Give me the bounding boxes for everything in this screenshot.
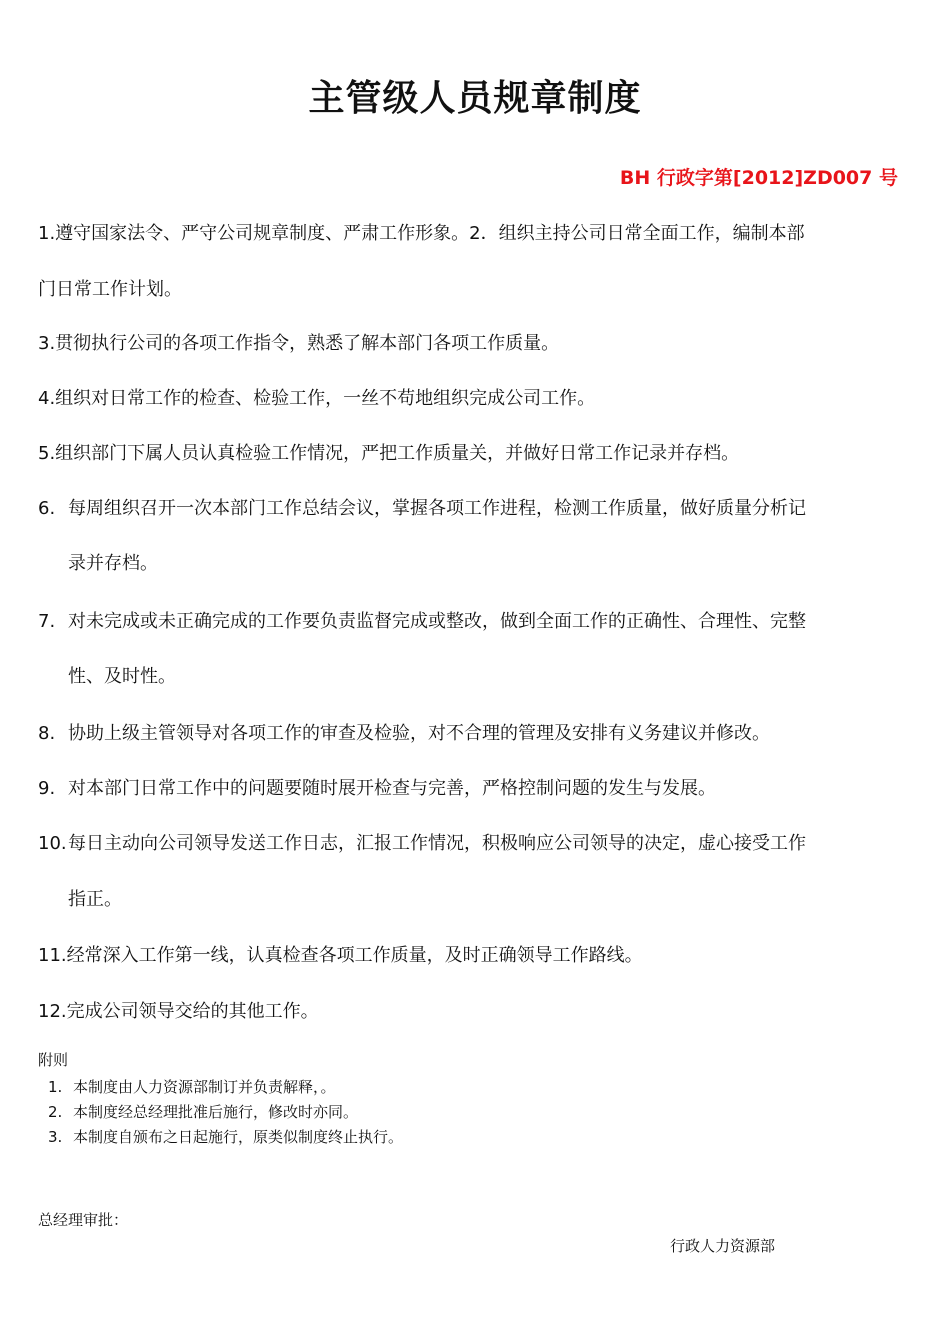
annex-item-text: 本制度自颁布之日起施行，原类似制度终止执行。 [73, 1128, 404, 1146]
rule-item-8 [38, 722, 770, 746]
rule-item-text: 1.遵守国家法令、严守公司规章制度、严肃工作形象。2．组织主持公司日常全面工作，编制本部 [38, 223, 805, 244]
rule-item-text: 3.贯彻执行公司的各项工作指令，熟悉了解本部门各项工作质量。 [38, 333, 560, 354]
rule-item-number: 6. [38, 498, 56, 519]
rule-item-7-continued: 性、及时性。 [68, 666, 176, 687]
general-manager-approval-label: 总经理审批： [38, 1211, 129, 1229]
rule-item-6-continued: 录并存档。 [68, 553, 158, 574]
document-title: 主管级人员规章制度 [308, 78, 642, 119]
rule-item-10-continued: 指正。 [68, 889, 122, 910]
rule-item-number: 10. [38, 833, 67, 854]
rule-item-text: 4.组织对日常工作的检查、检验工作，一丝不苟地组织完成公司工作。 [38, 388, 596, 409]
rule-item-11 [38, 944, 643, 968]
rule-item-6 [38, 497, 806, 521]
rule-item-text: 12.完成公司领导交给的其他工作。 [38, 1001, 319, 1022]
rule-item-text: 每周组织召开一次本部门工作总结会议，掌握各项工作进程，检测工作质量，做好质量分析记 [68, 498, 806, 519]
rule-item-number: 8. [38, 723, 56, 744]
annex-item [48, 1127, 403, 1147]
rule-item-number: 7. [38, 611, 56, 632]
rule-item-text: 协助上级主管领导对各项工作的审查及检验，对不合理的管理及安排有义务建议并修改。 [68, 723, 770, 744]
rule-item-10 [38, 832, 806, 856]
rule-item-9 [38, 777, 716, 801]
annex-item-number: 3. [48, 1128, 63, 1146]
annex-item-text: 本制度经总经理批准后施行，修改时亦同。 [73, 1103, 359, 1121]
annex-item-number: 1. [48, 1078, 63, 1096]
rule-item-1-continued: 门日常工作计划。 [38, 279, 182, 300]
rule-item-4 [38, 387, 595, 411]
rule-item-number: 9. [38, 778, 56, 799]
rule-item-text: 11.经常深入工作第一线，认真检查各项工作质量，及时正确领导工作路线。 [38, 945, 643, 966]
issuing-department: 行政人力资源部 [670, 1237, 776, 1255]
annex-item-text: 本制度由人力资源部制订并负责解释，。 [73, 1078, 336, 1096]
annex-item-number: 2. [48, 1103, 63, 1121]
rule-item-12 [38, 1000, 319, 1024]
rule-item-text: 每日主动向公司领导发送工作日志，汇报工作情况，积极响应公司领导的决定，虚心接受工作 [68, 833, 806, 854]
document-number: BH 行政字第[2012]ZD007 号 [619, 167, 898, 189]
annex-heading: 附则 [38, 1051, 69, 1069]
annex-item [48, 1077, 336, 1097]
rule-item-3 [38, 332, 559, 356]
annex-item [48, 1102, 358, 1122]
rule-item-5 [38, 442, 739, 466]
rule-item-text: 对本部门日常工作中的问题要随时展开检查与完善，严格控制问题的发生与发展。 [68, 778, 716, 799]
rule-item-1 [38, 222, 805, 246]
rule-item-text: 对未完成或未正确完成的工作要负责监督完成或整改，做到全面工作的正确性、合理性、完整 [68, 611, 806, 632]
rule-item-7 [38, 610, 806, 634]
rule-item-text: 5.组织部门下属人员认真检验工作情况，严把工作质量关，并做好日常工作记录并存档。 [38, 443, 740, 464]
